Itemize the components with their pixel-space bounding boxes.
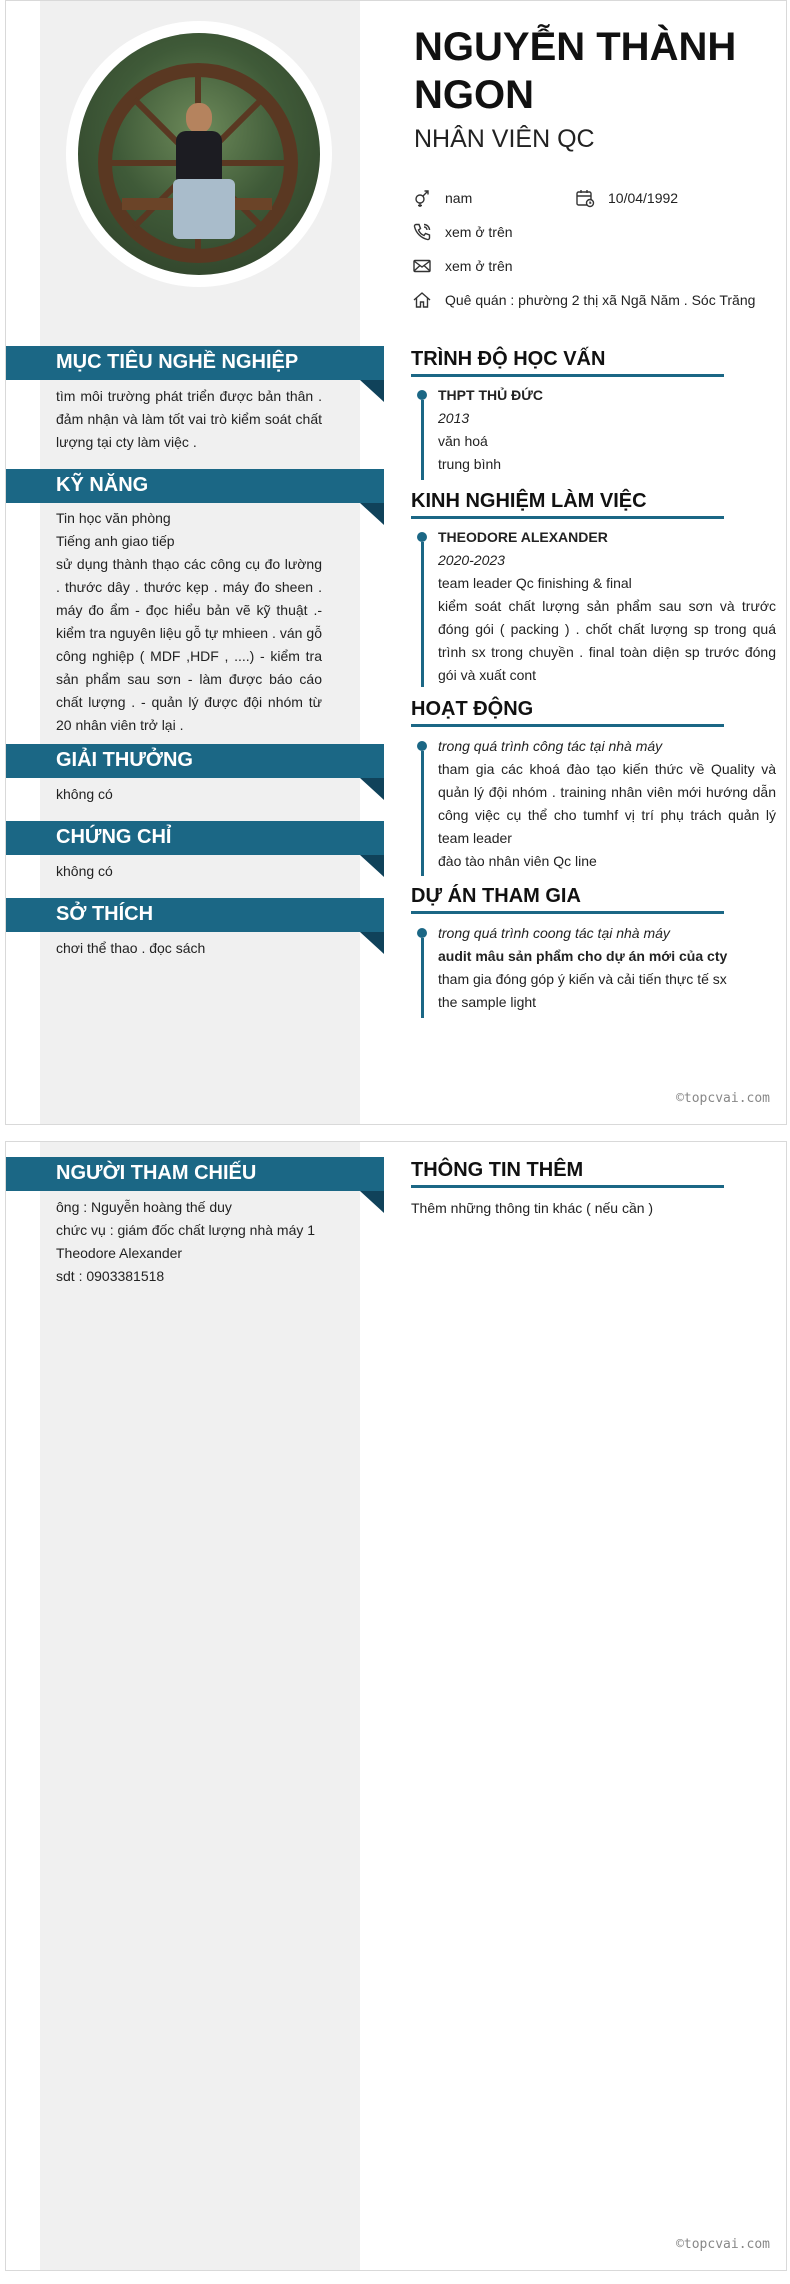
calendar-icon (574, 188, 596, 208)
timeline-dot (417, 390, 427, 400)
activity-context: trong quá trình công tác tại nhà máy (438, 738, 663, 754)
references-text (56, 1196, 322, 1288)
project-extra: the sample light (438, 994, 537, 1010)
company-name: THEODORE ALEXANDER (438, 529, 608, 545)
additional-info-header: THÔNG TIN THÊM (411, 1159, 724, 1188)
work-period: 2020-2023 (438, 552, 505, 568)
experience-entry (438, 526, 776, 687)
certificates-header-fold (360, 855, 384, 877)
avatar (66, 21, 332, 287)
certificates-header: CHỨNG CHỈ (6, 821, 384, 855)
references-header: NGƯỜI THAM CHIẾU (6, 1157, 384, 1191)
education-header: TRÌNH ĐỘ HỌC VẤN (411, 348, 724, 377)
timeline-dot (417, 741, 427, 751)
left-column-background (40, 1142, 360, 2270)
skill-line: sử dụng thành thạo các công cụ đo lường . thước dây . thước kẹp . máy đo sheen . máy đo ẩm - đọc hiểu bản vẽ kỹ thuật .- kiểm tra nguyên liệu gỗ tự mhieen . ván gỗ công nghiệp ( MDF ,HDF , ....) - kiểm tra sản phẩm sau sơn - làm được báo cáo chất lượng . - quản lý được đội nhóm từ 20 nhân viên trở lại . (56, 556, 322, 733)
reference-line: ông : Nguyễn hoàng thế duy (56, 1199, 232, 1215)
activities-header: HOẠT ĐỘNG (411, 698, 724, 727)
activity-description: tham gia các khoá đào tạo kiến thức về Quality và quản lý đội nhóm . training nhân viên mới hướng dẫn công việc cụ thể cho tumhf vị trí phụ trách quản lý team leader (438, 761, 776, 846)
cv-page-2 (5, 1141, 787, 2271)
timeline-line (421, 542, 424, 687)
timeline-line (421, 938, 424, 1018)
reference-line: Theodore Alexander (56, 1245, 183, 1261)
gender-icon (411, 188, 433, 208)
education-entry (438, 384, 776, 476)
candidate-name: NGUYỄN THÀNH NGON (414, 25, 737, 117)
skill-line: Tiếng anh giao tiếp (56, 533, 175, 549)
references-header-fold (360, 1191, 384, 1213)
projects-entry (438, 922, 776, 1014)
additional-info-text: Thêm những thông tin khác ( nếu cần ) (411, 1200, 654, 1216)
activities-entry (438, 735, 776, 873)
timeline-line (421, 400, 424, 480)
hobbies-header: SỞ THÍCH (6, 898, 384, 932)
education-major: văn hoá (438, 433, 488, 449)
reference-line: chức vụ : giám đốc chất lượng nhà máy 1 (56, 1222, 316, 1238)
awards-header: GIẢI THƯỞNG (6, 744, 384, 778)
skill-line: Tin học văn phòng (56, 510, 171, 526)
experience-header: KINH NGHIỆM LÀM VIỆC (411, 490, 724, 519)
candidate-position: NHÂN VIÊN QC (414, 125, 595, 153)
job-role: team leader Qc finishing & final (438, 575, 632, 591)
skills-text (56, 507, 322, 737)
certificates-text: không có (56, 863, 113, 879)
timeline-dot (417, 928, 427, 938)
objective-header: MỤC TIÊU NGHỀ NGHIỆP (6, 346, 384, 380)
skills-header: KỸ NĂNG (6, 469, 384, 503)
hobbies-text: chơi thể thao . đọc sách (56, 940, 206, 956)
objective-header-fold (360, 380, 384, 402)
skills-header-fold (360, 503, 384, 525)
envelope-icon (411, 256, 433, 276)
timeline-dot (417, 532, 427, 542)
graduation-year: 2013 (438, 410, 470, 426)
awards-text: không có (56, 786, 113, 802)
project-description: tham gia đóng góp ý kiến và cải tiến thực tế sx (438, 971, 727, 987)
profile-photo (78, 33, 320, 275)
job-description: kiểm soát chất lượng sản phẩm sau sơn và trước đóng gói ( packing ) . chốt chất lượng sp trong quá trình sx trong chuyền . final toàn diện sp trước đóng gói và xuất cont (438, 598, 776, 683)
objective-text: tìm môi trường phát triển được bản thân . đảm nhận và làm tốt vai trò kiểm soát chất lượng tại cty làm việc . (56, 388, 322, 450)
activity-extra: đào tào nhân viên Qc line (438, 853, 597, 869)
watermark: ©topcvai.com (676, 1091, 770, 1106)
awards-header-fold (360, 778, 384, 800)
watermark: ©topcvai.com (676, 2237, 770, 2252)
project-context: trong quá trình coong tác tại nhà máy (438, 925, 670, 941)
project-name: audit mâu sản phẩm cho dự án mới của cty (438, 948, 728, 964)
education-grade: trung bình (438, 456, 502, 472)
school-name: THPT THỦ ĐỨC (438, 387, 543, 403)
timeline-line (421, 751, 424, 876)
projects-header: DỰ ÁN THAM GIA (411, 885, 724, 914)
cv-page-1: NGUYỄN THÀNH NGON NHÂN VIÊN QC nam 10/04/1992 xem ở trên xem ở trên Quê quán : phường 2 thị xã Ngã Năm . Sóc Trăng MỤC TIÊU NGHỀ NGHIỆP tìm môi trường phát triển được bản thân . đảm nhận và làm tốt vai trò kiểm soát chất lượng tại cty làm việc . KỸ NĂNG Tin học văn phòng Tiếng anh giao tiếp sử dụng thành thạo các công cụ đo lường . thước dây . thước kẹp . máy đo sheen . máy đo ẩm - đọc hiểu bản vẽ kỹ thuật .- kiểm tra nguyên liệu gỗ tự mhieen . ván gỗ công nghiệp ( MDF ,HDF , ....) - kiểm tra sản phẩm sau sơn - làm được báo cáo chất lượng . - quản lý được đội nhóm từ 20 nhân viên trở lại . GIẢI THƯỞNG không có CHỨNG CHỈ không có SỞ THÍCH chơi thể thao . đọc sách TRÌNH ĐỘ HỌC VẤN THPT THỦ ĐỨC 2013 văn hoá trung bình KINH NGHIỆM LÀM VIỆC THEODORE ALEXANDER 2020-2023 team leader Qc finishing & final kiểm soát chất lượng sản phẩm sau sơn và trước đóng gói ( packing ) . chốt chất lượng sp trong quá trình sx trong chuyền . final toàn diện sp trước đóng gói và xuất cont HOẠT ĐỘNG trong quá trình công tác tại nhà máy tham gia các khoá đào tạo kiến thức về Quality và quản lý đội nhóm . training nhân viên mới hướng dẫn công việc cụ thể cho tumhf vị trí phụ trách quản lý team leader đào tào nhân viên Qc line DỰ ÁN THAM GIA trong quá trình coong tác tại nhà máy audit mâu sản phẩm cho dự án mới của cty tham gia đóng góp ý kiến và cải tiến thực tế sx the sample light ©topcvai.com (5, 0, 787, 1125)
phone-icon (411, 222, 433, 242)
hobbies-header-fold (360, 932, 384, 954)
home-icon (411, 290, 433, 310)
reference-line: sdt : 0903381518 (56, 1268, 165, 1284)
